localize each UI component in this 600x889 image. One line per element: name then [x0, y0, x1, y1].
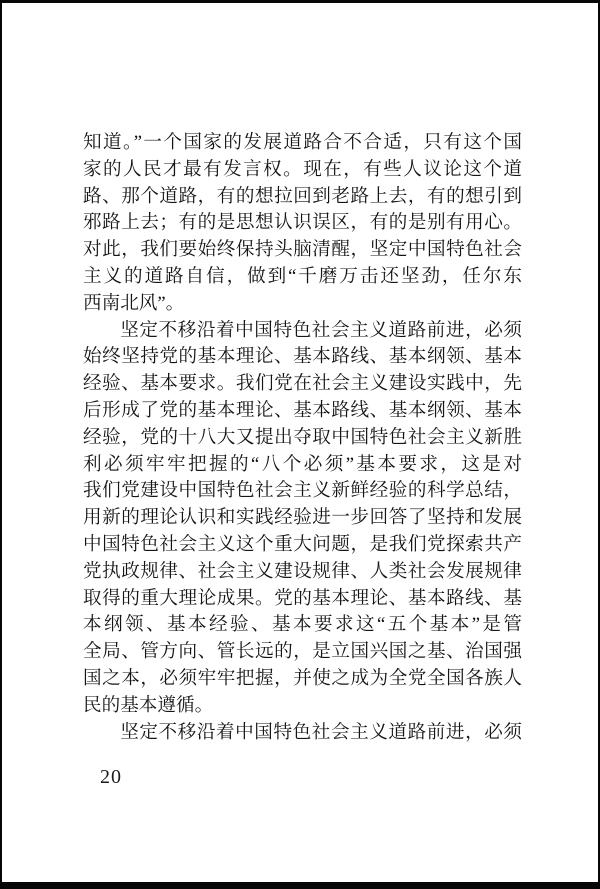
text-line: 对此，我们要始终保持头脑清醒，坚定中国特色社会: [83, 239, 522, 261]
paragraph: [83, 720, 522, 747]
scan-edge-top: [0, 0, 600, 3]
scan-edge-bottom: [0, 882, 600, 889]
text-line: 经验，党的十八大又提出夺取中国特色社会主义新胜: [83, 426, 522, 448]
text-line: 利必须牢牢把握的“八个必须”基本要求，这是对: [83, 453, 522, 475]
text-line: 用新的理论认识和实践经验进一步回答了坚持和发展: [83, 507, 522, 529]
text-line: 国之本，必须牢牢把握，并使之成为全党全国各族人: [83, 667, 522, 689]
text-line: 党执政规律、社会主义建设规律、人类社会发展规律: [83, 560, 522, 582]
paragraph: [83, 318, 522, 720]
text-line: 中国特色社会主义这个重大问题，是我们党探索共产: [83, 533, 522, 555]
text-line: 经验、基本要求。我们党在社会主义建设实践中，先: [83, 373, 522, 395]
text-line: 西南北风”。: [83, 292, 185, 314]
body-text: [83, 130, 522, 746]
paragraph: [83, 130, 522, 318]
text-line: 始终坚持党的基本理论、基本路线、基本纲领、基本: [83, 346, 522, 368]
text-line: 主义的道路自信，做到“千磨万击还坚劲，任尔东: [83, 265, 522, 287]
text-line: 我们党建设中国特色社会主义新鲜经验的科学总结，: [83, 480, 522, 502]
scan-edge-left: [0, 0, 2, 889]
text-line: 路、那个道路，有的想拉回到老路上去，有的想引到: [83, 185, 522, 207]
text-line: 取得的重大理论成果。党的基本理论、基本路线、基: [83, 587, 522, 609]
text-line: 全局、管方向、管长远的，是立国兴国之基、治国强: [83, 641, 522, 663]
text-line: 坚定不移沿着中国特色社会主义道路前进，必须: [120, 319, 522, 341]
text-line: 本纲领、基本经验、基本要求这“五个基本”是管: [83, 614, 522, 636]
text-line: 坚定不移沿着中国特色社会主义道路前进，必须: [120, 721, 522, 743]
page-number: 20: [100, 766, 122, 788]
text-line: 民的基本遵循。: [83, 694, 214, 716]
text-line: 邪路上去；有的是思想认识误区，有的是别有用心。: [83, 212, 522, 234]
text-line: 知道。”一个国家的发展道路合不合适，只有这个国: [83, 132, 522, 153]
text-line: 后形成了党的基本理论、基本路线、基本纲领、基本: [83, 399, 522, 421]
text-line: 家的人民才最有发言权。现在，有些人议论这个道: [83, 158, 522, 180]
